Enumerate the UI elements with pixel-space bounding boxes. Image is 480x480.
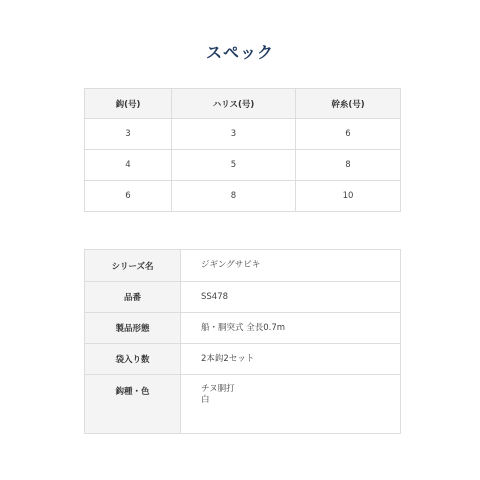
spec-header-hook: 鈎(号) [85,89,172,119]
info-value-product-number: SS478 [181,282,401,313]
spec-cell-mainline: 10 [296,181,401,212]
spec-table [84,88,401,212]
info-label-product-form: 製品形態 [85,313,181,344]
table-row [85,313,401,344]
info-value-pack-count: 2本鈎2セット [181,344,401,375]
info-label-product-number: 品番 [85,282,181,313]
spec-cell-harris: 3 [172,119,296,150]
table-row [85,344,401,375]
table-row [85,181,401,212]
table-row [85,282,401,313]
info-label-series: シリーズ名 [85,250,181,282]
info-value-hook-type-color [181,375,401,434]
info-value-series: ジギングサビキ [181,250,401,282]
spec-cell-mainline: 8 [296,150,401,181]
spec-cell-harris: 5 [172,150,296,181]
spec-cell-mainline: 6 [296,119,401,150]
spec-header-harris: ハリス(号) [172,89,296,119]
page-title: スペック [205,43,274,62]
info-value-product-form: 船・胴突式 全長0.7m [181,313,401,344]
info-value-color: 白 [201,395,210,405]
spec-table-header-row [85,89,401,119]
table-row [85,119,401,150]
table-row [85,250,401,282]
info-label-hook-type-color: 鈎種・色 [85,375,181,434]
spec-cell-hook: 6 [85,181,172,212]
spec-cell-harris: 8 [172,181,296,212]
table-row [85,375,401,434]
info-label-pack-count: 袋入り数 [85,344,181,375]
spec-cell-hook: 3 [85,119,172,150]
product-info-table [84,249,401,434]
spec-header-mainline: 幹糸(号) [296,89,401,119]
info-value-hook-type: チヌ胴打 [201,384,235,394]
table-row [85,150,401,181]
spec-cell-hook: 4 [85,150,172,181]
